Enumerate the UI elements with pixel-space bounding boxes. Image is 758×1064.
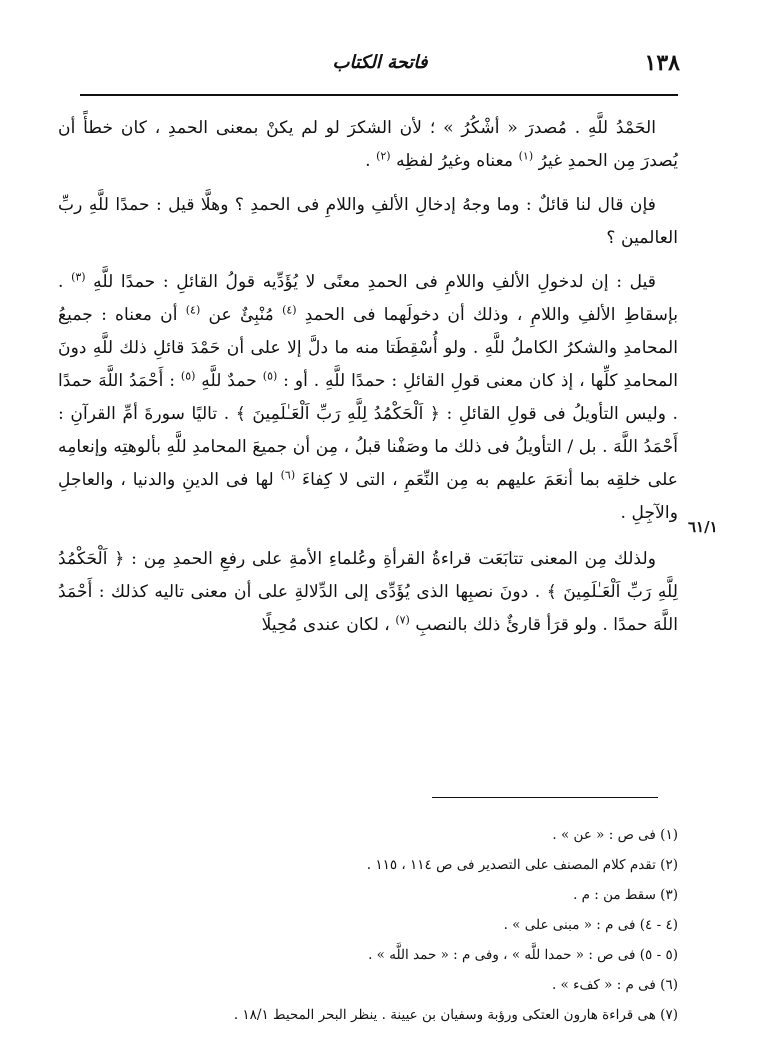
running-title: فاتحة الكتاب — [332, 52, 428, 73]
header-rule — [80, 94, 678, 96]
footnote-marker: (٣) — [71, 270, 86, 284]
text-run: : أَحْمَدُ اللَّهَ حمدًا . وليس التأويلُ فى قولِ القائلِ : ﴿ اَلْحَكْمُدُ لِلَّهِ رَبِّ اَلْعَـٰلَمِينَ ﴾ . تاليًا سورةَ أمِّ القرآنِ : أَحْمَدُ اللَّهَ . بل / التأويلُ فى ذلك ما وصَفْنا قبلُ ، مِن أن جميعَ المحامدِ للَّهِ بألوهتِه وإنعامِه على خلقِه بما أنعَمَ عليهم به مِن النِّعَمِ ، التى لا كِفاءَ — [58, 371, 679, 490]
text-run: مُنْبِئٌ عن — [208, 305, 274, 325]
paragraph-1 — [58, 112, 678, 178]
paragraph-3 — [58, 266, 678, 530]
footnote-item: (٦) فى م : « كفء » . — [551, 977, 678, 993]
text-run: الحَمْدُ للَّهِ . مُصدرَ « أشْكُرُ » ؛ لأن الشكرَ لو لم يكنْ بمعنى الحمدِ ، كان خطأً أن يُصدرَ مِن الحمدِ غيرُ — [58, 118, 678, 171]
footnote-item: (٢) تقدم كلام المصنف على التصدير فى ص ١١٤ ، ١١٥ . — [366, 857, 678, 873]
footnote-marker: (٢) — [376, 149, 391, 163]
footnote-marker: (٤) — [185, 303, 201, 317]
margin-reference: ٦١/١ — [688, 518, 718, 536]
footnote-marker: (٤) — [282, 303, 297, 317]
page-number: ١٣٨ — [644, 50, 680, 76]
text-run: لها فى الدينِ والدنيا ، والعاجلِ والآجِلِ . — [58, 470, 678, 523]
paragraph-2: فإن قال لنا قائلٌ : وما وجهُ إدخالِ الألفِ واللامِ فى الحمدِ ؟ وهلَّا قيل : حمدًا للَّهِ ربِّ العالمين ؟ — [58, 195, 678, 248]
text-run: . — [365, 151, 371, 171]
text-run: حمدٌ للَّهِ — [201, 371, 257, 391]
footnote-item: (٤ - ٤) فى م : « مبنى على » . — [503, 917, 678, 933]
footnote-item: (١) فى ص : « عن » . — [552, 827, 678, 843]
text-run: ، لكان عندى مُحِيلًا — [261, 615, 390, 635]
text-run: . بإسقاطِ الألفِ واللامِ ، وذلك أن دخولَهما فى الحمدِ — [58, 272, 679, 325]
footnote-marker: (٧) — [395, 613, 410, 627]
footnote-item: (٥ - ٥) فى ص : « حمدا للَّه » ، وفى م : « حمد اللَّه » . — [368, 947, 678, 963]
text-run: قيل : إن لدخولِ الألفِ واللامِ فى الحمدِ معنًى لا يُؤَدِّيه قولُ القائلِ : حمدًا للَّهِ — [93, 272, 656, 292]
page-header — [80, 50, 680, 80]
footnote-marker: (٥) — [180, 369, 196, 383]
footnotes-list — [80, 820, 678, 1030]
paragraph-4 — [58, 543, 678, 642]
main-text — [58, 112, 678, 655]
footnote-marker: (٦) — [280, 468, 296, 482]
footnote-marker: (٥) — [262, 369, 278, 383]
footnote-marker: (١) — [518, 149, 534, 163]
text-run: ولذلك مِن المعنى تتابَعَت قراءةُ القرأةِ وعُلماءِ الأمةِ على رفعِ الحمدِ مِن : ﴿ اَلْحَكْمُدُ لِلَّهِ رَبِّ اَلْعَـٰلَمِينَ ﴾ . دونَ نصبِها الذى يُؤَدِّى إلى الدِّلالةِ على أن معنى تاليه كذلك : أَحْمَدُ اللَّهَ حمدًا . ولو قرَأ قارئٌ ذلك بالنصبِ — [58, 549, 678, 635]
footnote-item: (٧) هى قراءة هارون العتكى ورؤبة وسفيان بن عيينة . ينظر البحر المحيط ١٨/١ . — [233, 1007, 678, 1023]
footnote-item: (٣) سقط من : م . — [573, 887, 678, 903]
text-run: أن معناه : جميعُ المحامدِ والشكرُ الكاملُ للَّهِ . ولو أُسْقِطَتا منه ما دلَّ إلا على أن حَمْدَ قائلِ ذلك للَّهِ دونَ المحامدِ كلِّها ، إذ كان معنى قولِ القائلِ : حمدًا للَّهِ . أو : — [58, 305, 678, 391]
footnote-separator — [432, 797, 658, 798]
text-run: معناه وغيرُ لفظِه — [396, 151, 514, 171]
